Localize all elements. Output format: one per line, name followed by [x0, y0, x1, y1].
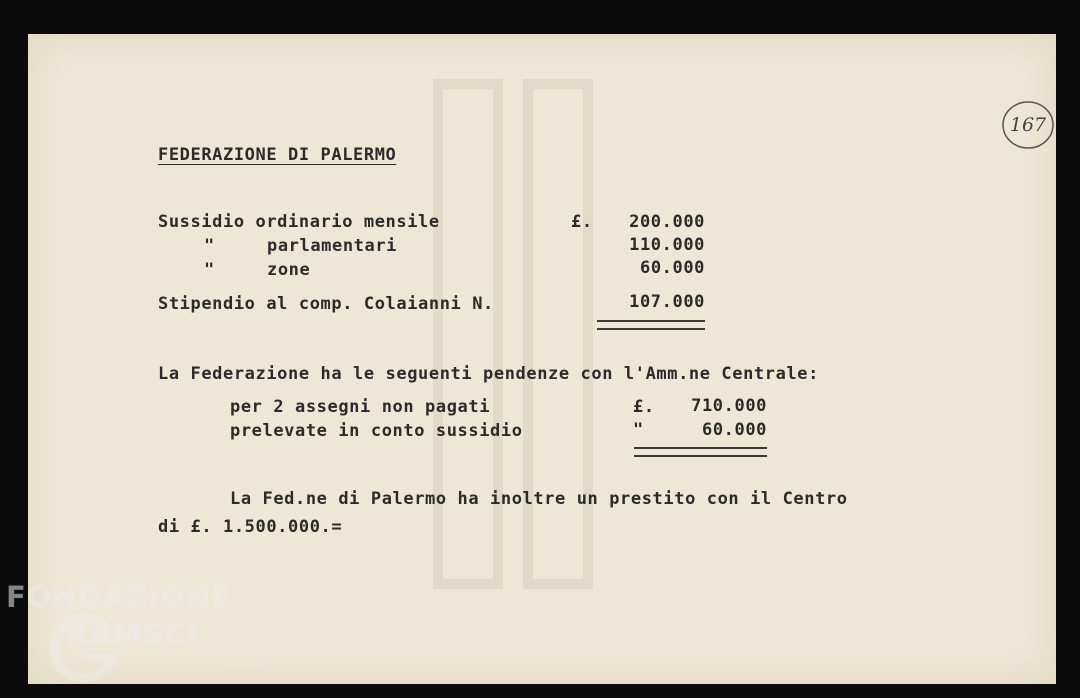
budget-ditto-3: " [204, 260, 215, 280]
budget-amount-1: 200.000 [629, 212, 705, 232]
page-number-annotation [1001, 98, 1055, 152]
page-number: 167 [1009, 114, 1047, 136]
logo-text-line3: onlus [224, 657, 259, 672]
budget-amount-4: 107.000 [629, 292, 705, 312]
budget-currency-1: £. [571, 212, 593, 232]
logo-text-line2: RAMSCI [66, 618, 199, 652]
loan-line-1: La Fed.ne di Palermo ha inoltre un prestito con il Centro [230, 489, 848, 509]
budget-ditto-2: " [204, 236, 215, 256]
budget-label-4: Stipendio al comp. Colaianni N. [158, 294, 494, 314]
total-rule-1 [597, 320, 705, 330]
pendenza-currency-2: " [633, 420, 644, 440]
budget-label-3: zone [267, 260, 311, 280]
pendenza-label-1: per 2 assegni non pagati [230, 397, 491, 417]
loan-line-2: di £. 1.500.000.= [158, 517, 343, 537]
budget-amount-2: 110.000 [629, 235, 705, 255]
fondazione-gramsci-logo [6, 580, 276, 690]
pendenza-label-2: prelevate in conto sussidio [230, 421, 523, 441]
total-rule-2 [634, 447, 767, 457]
budget-amount-3: 60.000 [639, 258, 705, 278]
pendenza-amount-2: 60.000 [701, 420, 767, 440]
budget-label-1: Sussidio ordinario mensile [158, 212, 440, 232]
pendenze-intro: La Federazione ha le seguenti pendenze con l'Amm.ne Centrale: [158, 364, 819, 384]
logo-text-line1: FONDAZIONE [6, 580, 232, 614]
paper-watermark [428, 64, 608, 604]
budget-label-2: parlamentari [267, 236, 398, 256]
pendenza-amount-1: 710.000 [691, 396, 767, 416]
pendenza-currency-1: £. [633, 397, 655, 417]
document-title: FEDERAZIONE DI PALERMO [158, 145, 397, 165]
